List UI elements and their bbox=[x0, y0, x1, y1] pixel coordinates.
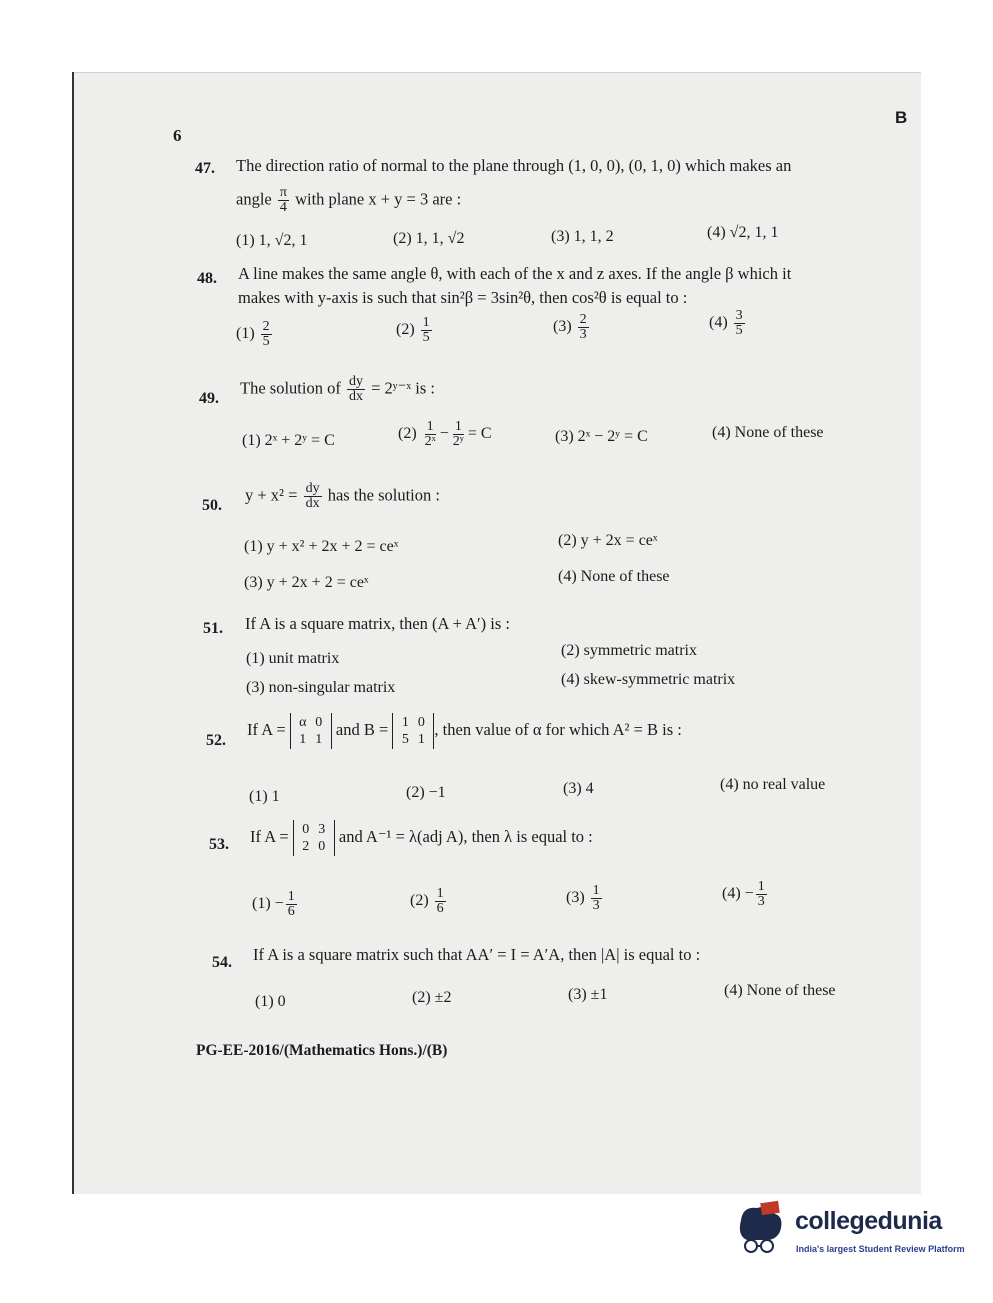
matrix-cell: α bbox=[299, 715, 307, 730]
option-2: (2) 1, 1, √2 bbox=[393, 230, 465, 247]
denominator: 2ˣ bbox=[424, 434, 436, 449]
option-2 bbox=[396, 316, 434, 345]
option-3: (3) 1, 1, 2 bbox=[551, 228, 614, 245]
denominator: 3 bbox=[592, 898, 600, 913]
numerator: 1 bbox=[287, 889, 295, 904]
question-text: The direction ratio of normal to the plane through (1, 0, 0), (0, 1, 0) which makes an bbox=[236, 156, 792, 175]
denominator: 2ʸ bbox=[452, 434, 464, 449]
fraction bbox=[591, 884, 602, 913]
sign: − bbox=[274, 895, 284, 913]
option-4: (4) None of these bbox=[724, 982, 836, 999]
question-number: 48. bbox=[197, 270, 217, 287]
matrix-cell: 1 bbox=[315, 732, 323, 747]
option-2: (2) ±2 bbox=[412, 989, 452, 1006]
option-1: (1) y + x² + 2x + 2 = ceˣ bbox=[244, 538, 399, 555]
denominator: dx bbox=[348, 389, 363, 404]
matrix-cell: 0 bbox=[318, 839, 326, 854]
denominator: 5 bbox=[735, 323, 743, 338]
text-fragment: If A = bbox=[247, 719, 286, 739]
option-label: (2) bbox=[410, 892, 429, 910]
text-fragment: The solution of bbox=[240, 378, 341, 398]
option-label: (4) bbox=[722, 885, 741, 903]
page-number: 6 bbox=[173, 126, 182, 145]
fraction bbox=[421, 316, 432, 345]
text-fragment: and A⁻¹ = λ(adj A), then λ is equal to : bbox=[338, 826, 593, 846]
option-label: (3) bbox=[566, 889, 585, 907]
text-fragment: angle bbox=[236, 189, 272, 209]
denominator: 3 bbox=[579, 327, 587, 342]
matrix-cell: 1 bbox=[417, 732, 425, 747]
denominator: 6 bbox=[436, 901, 444, 916]
option-4: (4) √2, 1, 1 bbox=[707, 224, 779, 241]
option-1: (1) 1 bbox=[249, 788, 280, 805]
text-fragment: If A = bbox=[250, 826, 289, 846]
matrix-a bbox=[290, 713, 332, 749]
matrix-a bbox=[293, 820, 335, 856]
fraction bbox=[734, 309, 745, 338]
denominator: 5 bbox=[422, 330, 430, 345]
question-text bbox=[240, 375, 435, 404]
fraction bbox=[423, 420, 438, 449]
matrix-cell: 0 bbox=[417, 715, 425, 730]
numerator: 1 bbox=[592, 883, 600, 898]
option-1: (1) 0 bbox=[255, 993, 286, 1010]
scan-left-edge bbox=[72, 72, 74, 1194]
option-3: (3) y + 2x + 2 = ceˣ bbox=[244, 574, 369, 591]
text-fragment: = C bbox=[467, 425, 492, 443]
question-number: 51. bbox=[203, 620, 223, 637]
fraction bbox=[286, 890, 297, 919]
matrix-cell: 0 bbox=[315, 715, 323, 730]
option-3 bbox=[553, 313, 591, 342]
option-3 bbox=[566, 884, 604, 913]
numerator: π bbox=[279, 185, 287, 200]
option-label: (1) bbox=[236, 325, 255, 343]
option-1 bbox=[252, 890, 299, 919]
denominator: dx bbox=[305, 496, 320, 511]
fraction bbox=[756, 880, 767, 909]
question-text bbox=[245, 482, 440, 511]
question-number: 47. bbox=[195, 160, 215, 177]
numerator: 1 bbox=[422, 315, 430, 330]
option-label: (3) bbox=[553, 318, 572, 336]
option-1: (1) 2ˣ + 2ʸ = C bbox=[242, 432, 335, 449]
question-text bbox=[247, 713, 682, 749]
fraction bbox=[435, 887, 446, 916]
option-4: (4) None of these bbox=[558, 568, 670, 585]
question-number: 52. bbox=[206, 732, 226, 749]
set-code: B bbox=[895, 108, 908, 127]
denominator: 5 bbox=[262, 334, 270, 349]
option-2: (2) symmetric matrix bbox=[561, 642, 697, 659]
question-number: 54. bbox=[212, 954, 232, 971]
matrix-cell: 1 bbox=[401, 715, 409, 730]
option-2: (2) −1 bbox=[406, 784, 446, 801]
option-4 bbox=[722, 880, 769, 909]
option-3: (3) ±1 bbox=[568, 986, 608, 1003]
option-2 bbox=[410, 887, 448, 916]
option-1: (1) unit matrix bbox=[246, 650, 340, 667]
text-fragment: y + x² = bbox=[245, 485, 298, 505]
question-number: 49. bbox=[199, 390, 219, 407]
matrix-b bbox=[392, 713, 434, 749]
matrix-cell: 2 bbox=[302, 839, 310, 854]
option-2: (2) y + 2x = ceˣ bbox=[558, 532, 658, 549]
option-1 bbox=[236, 320, 274, 349]
fraction bbox=[304, 482, 322, 511]
paper-code-footer: PG-EE-2016/(Mathematics Hons.)/(B) bbox=[196, 1042, 448, 1059]
text-fragment: with plane x + y = 3 are : bbox=[295, 189, 462, 209]
option-3: (3) 4 bbox=[563, 780, 594, 797]
text-fragment: − bbox=[439, 425, 449, 443]
matrix-cell: 3 bbox=[318, 822, 326, 837]
denominator: 6 bbox=[287, 904, 295, 919]
option-label: (2) bbox=[396, 321, 415, 339]
fraction bbox=[261, 320, 272, 349]
matrix-cell: 5 bbox=[401, 732, 409, 747]
denominator: 4 bbox=[279, 200, 287, 215]
question-text-line2 bbox=[236, 186, 461, 215]
question-text-line2: makes with y-axis is such that sin²β = 3sin²θ, then cos²θ is equal to : bbox=[238, 288, 688, 307]
option-1: (1) 1, √2, 1 bbox=[236, 232, 308, 249]
numerator: dy bbox=[305, 481, 320, 496]
fraction bbox=[578, 313, 589, 342]
question-text: A line makes the same angle θ, with each of the x and z axes. If the angle β which it bbox=[238, 264, 792, 283]
fraction bbox=[278, 186, 289, 215]
fraction bbox=[347, 375, 365, 404]
question-text bbox=[250, 820, 593, 856]
option-4 bbox=[709, 309, 747, 338]
option-label: (2) bbox=[398, 425, 417, 443]
question-number: 50. bbox=[202, 497, 222, 514]
fraction bbox=[451, 420, 466, 449]
text-fragment: = 2ʸ⁻ˣ is : bbox=[371, 378, 435, 398]
denominator: 3 bbox=[757, 894, 765, 909]
numerator: 3 bbox=[735, 308, 743, 323]
brand-tagline: India's largest Student Review Platform bbox=[796, 1244, 965, 1254]
sign: − bbox=[744, 885, 754, 903]
matrix-cell: 0 bbox=[302, 822, 310, 837]
option-4: (4) skew-symmetric matrix bbox=[561, 671, 736, 688]
option-3: (3) non-singular matrix bbox=[246, 679, 396, 696]
numerator: 1 bbox=[757, 879, 765, 894]
text-fragment: has the solution : bbox=[327, 485, 440, 505]
text-fragment: , then value of α for which A² = B is : bbox=[434, 719, 682, 739]
brand-name: collegedunia bbox=[795, 1207, 942, 1235]
option-4: (4) no real value bbox=[720, 776, 826, 793]
question-number: 53. bbox=[209, 836, 229, 853]
question-text: If A is a square matrix, then (A + A′) is : bbox=[245, 614, 510, 633]
numerator: dy bbox=[348, 374, 363, 389]
option-2 bbox=[398, 420, 492, 449]
option-label: (1) bbox=[252, 895, 271, 913]
scan-top-edge bbox=[72, 72, 921, 73]
matrix-cell: 1 bbox=[299, 732, 307, 747]
text-fragment: and B = bbox=[335, 719, 389, 739]
numerator: 1 bbox=[436, 886, 444, 901]
numerator: 2 bbox=[262, 319, 270, 334]
numerator: 1 bbox=[426, 419, 434, 434]
numerator: 2 bbox=[579, 312, 587, 327]
option-4: (4) None of these bbox=[712, 424, 824, 441]
numerator: 1 bbox=[454, 419, 462, 434]
option-label: (4) bbox=[709, 314, 728, 332]
option-3: (3) 2ˣ − 2ʸ = C bbox=[555, 428, 648, 445]
question-text: If A is a square matrix such that AA′ = I = A′A, then |A| is equal to : bbox=[253, 945, 701, 964]
